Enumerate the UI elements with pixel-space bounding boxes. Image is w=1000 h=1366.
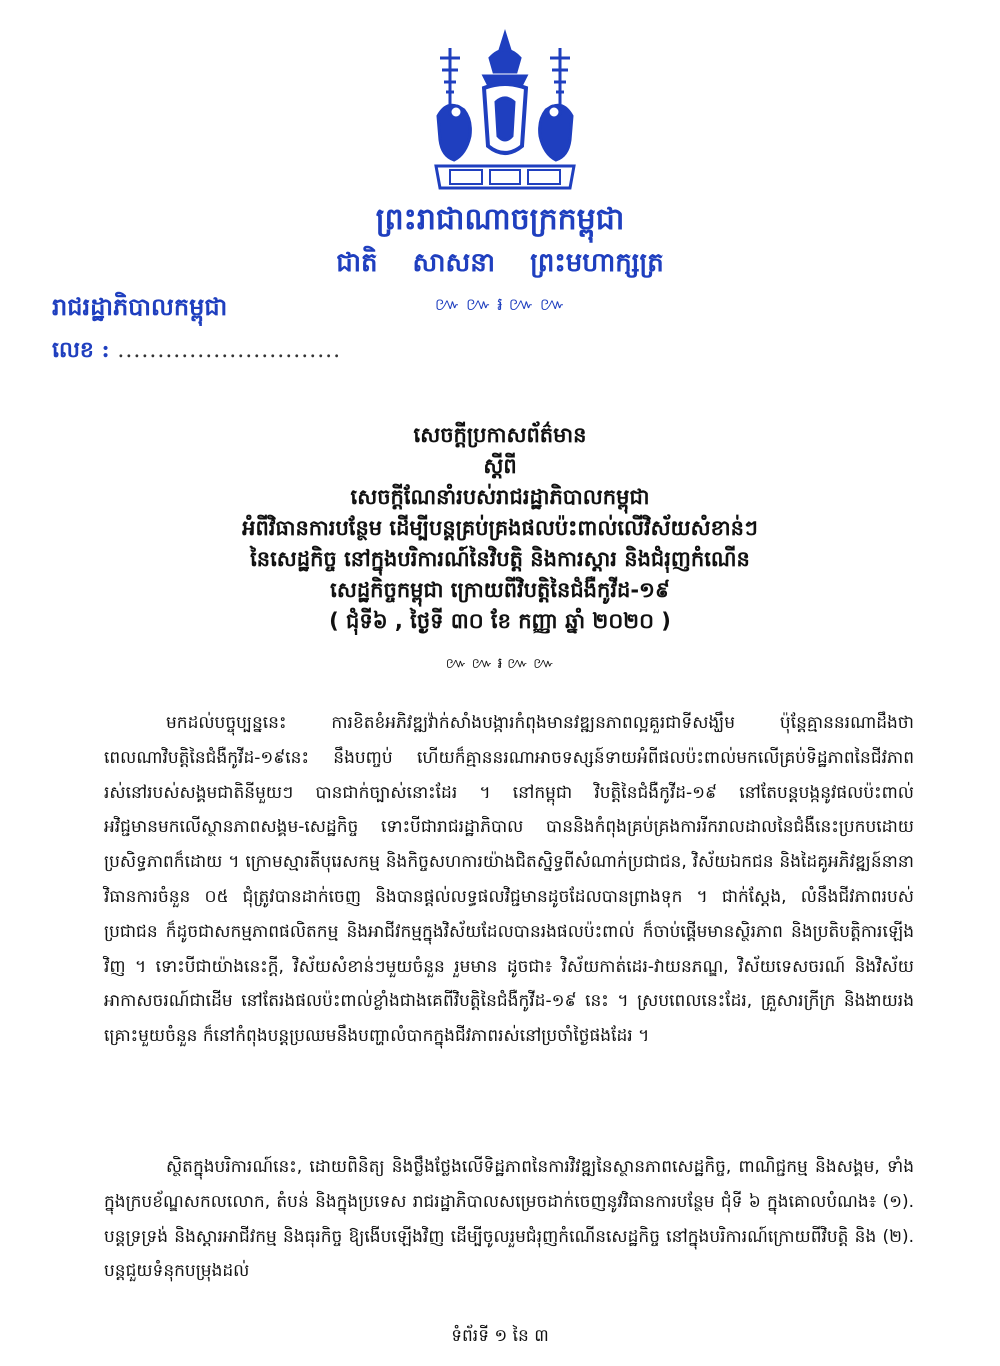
title-line-6: សេដ្ឋកិច្ចកម្ពុជា ក្រោយពីវិបត្តិនៃជំងឺកូវីដ-១៩ [330,578,670,602]
issuing-authority: រាជរដ្ឋាភិបាលកម្ពុជា [52,292,228,321]
title-line-4: អំពីវិធានការបន្ថែម ដើម្បីបន្តគ្រប់គ្រងផលប៉ះពាល់លើវិស័យសំខាន់ៗ [242,516,758,540]
title-ornament: ៚ ៚ ៛ ៚ ៚ [445,654,555,672]
paragraph-2-text: ស្ថិតក្នុងបរិការណ៍នេះ, ដោយពិនិត្យ និងថ្លឹងថ្លែងលើទិដ្ឋភាពនៃការវិវឌ្ឍនៃស្ថានភាពសេដ្ឋកិច្ច, ពាណិជ្ជកម្ម និងសង្គម, ទាំងក្នុងក្របខ័ណ្ឌសកលលោក, តំបន់ និងក្នុងប្រទេស រាជរដ្ឋាភិបាលសម្រេចដាក់ចេញនូវវិធានការបន្ថែម ជុំទី ៦ ក្នុងគោលបំណង៖ (១). បន្តទ្រទ្រង់ និងស្តារអាជីវកម្ម និងធុរកិច្ច ឱ្យងើបឡើងវិញ ដើម្បីចូលរួមជំរុញកំណើនសេដ្ឋកិច្ច នៅក្នុងបរិការណ៍ក្រោយពីវិបត្តិ និង (២). បន្តជួយទំនុកបម្រុងដល់ [104,1157,914,1282]
body-paragraph-2 [104,1150,914,1289]
title-date-line: ( ជុំទី៦ , ថ្ងៃទី ៣០ ខែ កញ្ញា ឆ្នាំ ២០២០ ) [329,609,671,633]
reference-number [52,336,341,368]
royal-coat-of-arms-icon [420,28,590,198]
national-motto: ជាតិ សាសនា ព្រះមហាក្សត្រ [336,248,664,278]
paragraph-1-text: មកដល់បច្ចុប្បន្ននេះ ការខិតខំអភិវឌ្ឍវ៉ាក់សាំងបង្ការកំពុងមានវឌ្ឍនភាពល្អគួរជាទីសង្ឃឹម ប៉ុន្តែគ្មាននរណាដឹងថាពេលណាវិបត្តិនៃជំងឺកូវីដ-១៩នេះ នឹងបញ្ចប់ ហើយក៏គ្មាននរណាអាចទស្សន៍ទាយអំពីផលប៉ះពាល់មកលើគ្រប់ទិដ្ឋភាពនៃជីវភាពរស់នៅរបស់សង្គមជាតិនីមួយៗ បានជាក់ច្បាស់នោះដែរ ។ នៅកម្ពុជា វិបត្តិនៃជំងឺកូវីដ-១៩ នៅតែបន្តបង្កនូវផលប៉ះពាល់អវិជ្ជមានមកលើស្ថានភាពសង្គម-សេដ្ឋកិច្ច ទោះបីជារាជរដ្ឋាភិបាល បាននិងកំពុងគ្រប់គ្រងការរីករាលដាលនៃជំងឺនេះប្រកបដោយប្រសិទ្ធភាពក៏ដោយ ។ ក្រោមស្មារតីបុរេសកម្ម និងកិច្ចសហការយ៉ាងជិតស្និទ្ធពីសំណាក់ប្រជាជន, វិស័យឯកជន និងដៃគូអភិវឌ្ឍន៍នានា វិធានការចំនួន ០៥ ជុំត្រូវបានដាក់ចេញ និងបានផ្តល់លទ្ធផលវិជ្ជមានដូចដែលបានព្រាងទុក ។ ជាក់ស្តែង, លំនឹងជីវភាពរបស់ប្រជាជន ក៏ដូចជាសកម្មភាពផលិតកម្ម និងអាជីវកម្មក្នុងវិស័យដែលបានរងផលប៉ះពាល់ ក៏ចាប់ផ្តើមមានស្ថិរភាព និងប្រតិបត្តិការឡើងវិញ ។ ទោះបីជាយ៉ាងនេះក្តី, វិស័យសំខាន់ៗមួយចំនួន រួមមាន ដូចជា៖ វិស័យកាត់ដេរ-វាយនភណ្ឌ, វិស័យទេសចរណ៍ និងវិស័យអាកាសចរណ៍ជាដើម នៅតែរងផលប៉ះពាល់ខ្លាំងជាងគេពីវិបត្តិនៃជំងឺកូវីដ-១៩ នេះ ។ ស្របពេលនេះដែរ, គ្រួសារក្រីក្រ និងងាយរងគ្រោះមួយចំនួន ក៏នៅកំពុងបន្តប្រឈមនឹងបញ្ហាលំបាកក្នុងជីវភាពរស់នៅប្រចាំថ្ងៃផងដែរ ។ [104,713,914,1047]
title-line-5: នៃសេដ្ឋកិច្ច នៅក្នុងបរិការណ៍នៃវិបត្តិ និងការស្តារ និងជំរុញកំណើន [250,547,750,571]
title-line-1: សេចក្តីប្រកាសព័ត៌មាន [413,423,587,447]
body-paragraph-1 [104,706,914,1054]
page-number: ទំព័រទី ១ នៃ ៣ [451,1326,549,1346]
title-line-2: ស្តីពី [483,454,517,478]
reference-label: លេខ : [52,337,110,363]
document-title-block [60,420,940,637]
reference-placeholder: ............................ [117,338,342,363]
header-ornament: ៚ ៚ ៛ ៚ ៚ [434,294,566,315]
title-line-3: សេចក្តីណែនាំរបស់រាជរដ្ឋាភិបាលកម្ពុជា [350,485,650,509]
kingdom-heading: ព្រះរាជាណាចក្រកម្ពុជា [375,202,625,237]
